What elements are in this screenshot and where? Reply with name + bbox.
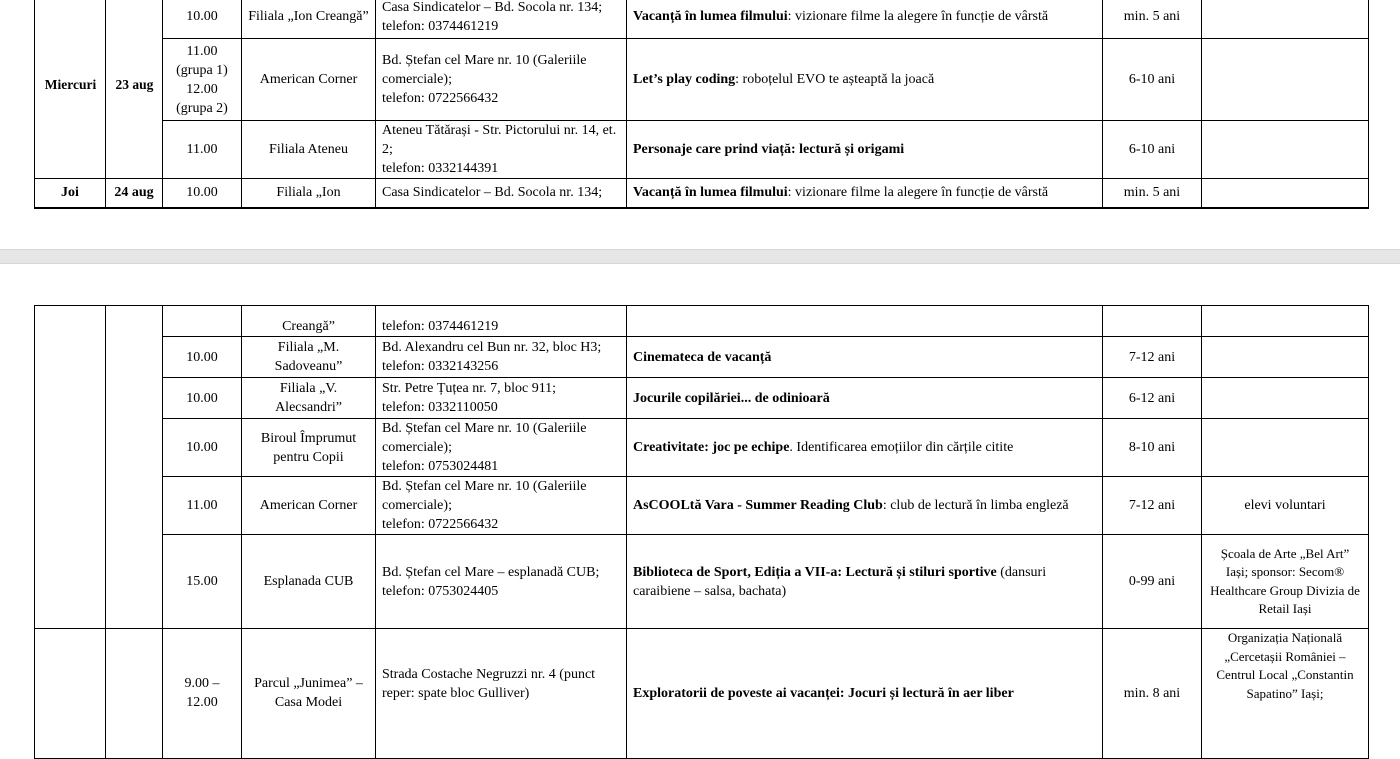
activity-cell: Exploratorii de poveste ai vacanței: Jocuri și lectură în aer liber — [627, 629, 1103, 759]
time-cell: 10.00 — [163, 179, 242, 208]
activity-cell: Vacanță în lumea filmului: vizionare filme la alegere în funcție de vârstă — [627, 179, 1103, 208]
partners-cell — [1202, 337, 1369, 378]
time-cell: 11.00 — [163, 121, 242, 179]
table-row — [35, 0, 1369, 39]
time-cell: 10.00 — [163, 378, 242, 419]
activity-cell: Jocurile copilăriei... de odinioară — [627, 378, 1103, 419]
table-row — [35, 179, 1369, 208]
partners-cell — [1202, 419, 1369, 477]
activity-cell — [627, 306, 1103, 337]
time-cell: 10.00 — [163, 337, 242, 378]
partners-cell — [1202, 179, 1369, 208]
day-cell: Joi — [35, 179, 106, 208]
time-cell: 9.00 – 12.00 — [163, 629, 242, 759]
partners-cell — [1202, 121, 1369, 179]
age-cell: 7-12 ani — [1103, 477, 1202, 535]
day-label: Miercuri — [44, 77, 97, 92]
activity-cell: Cinemateca de vacanță — [627, 337, 1103, 378]
age-cell: 8-10 ani — [1103, 419, 1202, 477]
table-row — [35, 419, 1369, 477]
table-row — [35, 306, 1369, 337]
partners-cell — [1202, 39, 1369, 121]
partners-cell: elevi voluntari — [1202, 477, 1369, 535]
age-cell: 0-99 ani — [1103, 535, 1202, 629]
age-cell: 6-10 ani — [1103, 121, 1202, 179]
table-row — [35, 39, 1369, 121]
activity-cell: Biblioteca de Sport, Ediția a VII-a: Lectură și stiluri sportive (dansuri caraibiene – salsa, bachata) — [627, 535, 1103, 629]
age-cell: 7-12 ani — [1103, 337, 1202, 378]
location-cell: Creangă” — [242, 306, 376, 337]
age-cell: min. 5 ani — [1103, 0, 1202, 39]
time-cell: 10.00 — [163, 419, 242, 477]
time-cell: 15.00 — [163, 535, 242, 629]
partners-cell: Școala de Arte „Bel Art” Iași; sponsor: Secom® Healthcare Group Divizia de Retail Iași — [1202, 535, 1369, 629]
document-page-bottom — [0, 264, 1400, 710]
location-cell: Esplanada CUB — [242, 535, 376, 629]
address-cell: Str. Petre Țuțea nr. 7, bloc 911; telefon: 0332110050 — [376, 378, 627, 419]
time-cell: 11.00 (grupa 1) 12.00 (grupa 2) — [163, 39, 242, 121]
table-row — [35, 121, 1369, 179]
address-cell: Casa Sindicatelor – Bd. Socola nr. 134; — [376, 179, 627, 208]
date-cell — [106, 306, 163, 629]
partners-cell — [1202, 378, 1369, 419]
table-row — [35, 629, 1369, 759]
schedule-table-top — [34, 0, 1369, 209]
address-cell: Strada Costache Negruzzi nr. 4 (punct reper: spate bloc Gulliver) — [376, 629, 627, 759]
table-row — [35, 378, 1369, 419]
partners-cell — [1202, 306, 1369, 337]
location-cell: Filiala „M. Sadoveanu” — [242, 337, 376, 378]
age-cell: 6-12 ani — [1103, 378, 1202, 419]
activity-cell: AsCOOLtă Vara - Summer Reading Club: club de lectură în limba engleză — [627, 477, 1103, 535]
address-cell: telefon: 0374461219 — [376, 306, 627, 337]
time-cell — [163, 306, 242, 337]
day-cell — [35, 629, 106, 759]
location-cell: Filiala „V. Alecsandri” — [242, 378, 376, 419]
table-row — [35, 337, 1369, 378]
date-cell: 24 aug — [106, 179, 163, 208]
address-cell: Ateneu Tătărași - Str. Pictorului nr. 14, et. 2; telefon: 0332144391 — [376, 121, 627, 179]
location-cell: Parcul „Junimea” – Casa Modei — [242, 629, 376, 759]
address-cell: Bd. Ștefan cel Mare – esplanadă CUB; telefon: 0753024405 — [376, 535, 627, 629]
activity-cell: Vacanță în lumea filmului: vizionare filme la alegere în funcție de vârstă — [627, 0, 1103, 39]
table-row — [35, 477, 1369, 535]
time-cell: 10.00 — [163, 0, 242, 39]
activity-cell: Creativitate: joc pe echipe. Identificarea emoțiilor din cărțile citite — [627, 419, 1103, 477]
location-cell: Filiala Ateneu — [242, 121, 376, 179]
address-cell: Casa Sindicatelor – Bd. Socola nr. 134; telefon: 0374461219 — [376, 0, 627, 39]
location-cell: Biroul Împrumut pentru Copii — [242, 419, 376, 477]
location-cell: American Corner — [242, 477, 376, 535]
date-cell — [106, 629, 163, 759]
document-page-top — [0, 0, 1400, 249]
day-cell — [35, 306, 106, 629]
activity-cell: Let’s play coding: roboțelul EVO te așteaptă la joacă — [627, 39, 1103, 121]
age-cell: 6-10 ani — [1103, 39, 1202, 121]
age-cell: min. 8 ani — [1103, 629, 1202, 759]
partners-cell: Organizația Națională „Cercetașii României – Centrul Local „Constantin Sapatino” Iași; — [1202, 629, 1369, 759]
activity-cell: Personaje care prind viață: lectură și origami — [627, 121, 1103, 179]
address-cell: Bd. Alexandru cel Bun nr. 32, bloc H3; telefon: 0332143256 — [376, 337, 627, 378]
location-cell: Filiala „Ion Creangă” — [242, 0, 376, 39]
partners-cell — [1202, 0, 1369, 39]
table-row — [35, 535, 1369, 629]
page-separator — [0, 249, 1400, 264]
schedule-table-bottom — [34, 305, 1369, 759]
address-cell: Bd. Ștefan cel Mare nr. 10 (Galeriile comerciale); telefon: 0722566432 — [376, 39, 627, 121]
date-label: 23 aug — [115, 77, 154, 92]
address-cell: Bd. Ștefan cel Mare nr. 10 (Galeriile comerciale); telefon: 0722566432 — [376, 477, 627, 535]
time-cell: 11.00 — [163, 477, 242, 535]
age-cell — [1103, 306, 1202, 337]
location-cell: American Corner — [242, 39, 376, 121]
address-cell: Bd. Ștefan cel Mare nr. 10 (Galeriile comerciale); telefon: 0753024481 — [376, 419, 627, 477]
location-cell: Filiala „Ion — [242, 179, 376, 208]
age-cell: min. 5 ani — [1103, 179, 1202, 208]
